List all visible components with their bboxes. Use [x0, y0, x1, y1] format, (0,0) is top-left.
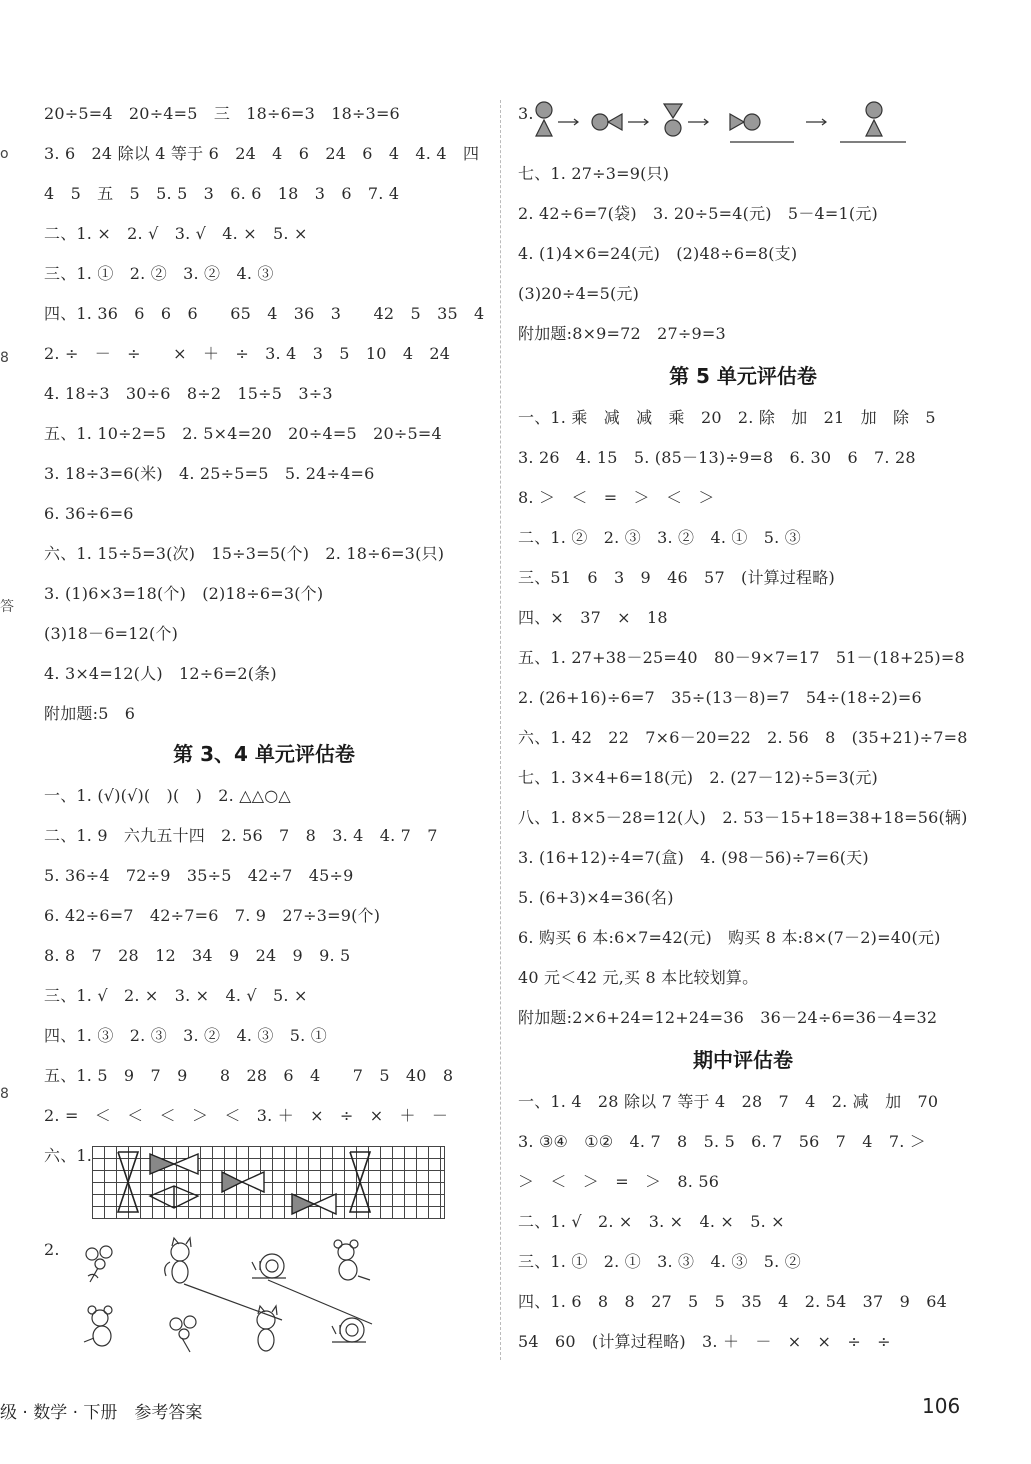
flower-icon	[86, 1246, 112, 1282]
answer-line: 2. 42÷6=7(袋) 3. 20÷5=4(元) 5－4=1(元)	[518, 204, 878, 223]
cat-icon	[165, 1238, 191, 1283]
answer-line: 3. 18÷3=6(米) 4. 25÷5=5 5. 24÷4=6	[44, 464, 375, 483]
answer-line: 五、1. 5 9 7 9 8 28 6 4 7 5 40 8	[44, 1066, 454, 1085]
shape-filled	[222, 1172, 264, 1192]
answer-line: 六、1.	[44, 1146, 93, 1165]
answer-line: 6. 42÷6=7 42÷7=6 7. 9 27÷3=9(个)	[44, 906, 381, 925]
answer-line: 3. (16+12)÷4=7(盒) 4. (98－56)÷7=6(天)	[518, 848, 869, 867]
answer-line: 一、1. (√)(√)( )( ) 2. △△○△	[44, 786, 291, 805]
answer-line: 二、1. ② 2. ③ 3. ② 4. ① 5. ③	[518, 528, 801, 547]
answer-line: 二、1. 9 六九五十四 2. 56 7 8 3. 4 4. 7 7	[44, 826, 438, 845]
answer-line: 4 5 五 5 5. 5 3 6. 6 18 3 6 7. 4	[44, 184, 400, 203]
section-heading: 第 5 单元评估卷	[669, 364, 817, 388]
answer-line: 附加题:8×9=72 27÷9=3	[518, 324, 726, 343]
answer-line: (3)18－6=12(个)	[44, 624, 179, 643]
answer-line: 八、1. 8×5－28=12(人) 2. 53－15+18=38+18=56(辆)	[518, 808, 968, 827]
answer-line: (3)20÷4=5(元)	[518, 284, 640, 303]
answer-line: 四、1. ③ 2. ③ 3. ② 4. ③ 5. ①	[44, 1026, 327, 1045]
answer-line: 三、1. ① 2. ① 3. ③ 4. ③ 5. ②	[518, 1252, 801, 1271]
answer-line: 六、1. 15÷5=3(次) 15÷3=5(个) 2. 18÷6=3(只)	[44, 544, 445, 563]
answer-line: 2. (26+16)÷6=7 35÷(13－8)=7 54÷(18÷2)=6	[518, 688, 922, 707]
answer-line: 5. (6+3)×4=36(名)	[518, 888, 674, 907]
answer-line: 54 60 (计算过程略) 3. ＋ － × × ÷ ÷	[518, 1332, 891, 1351]
answer-line: 四、× 37 × 18	[518, 608, 668, 627]
mouse-icon	[334, 1240, 370, 1280]
answer-line: 七、1. 3×4+6=18(元) 2. (27－12)÷5=3(元)	[518, 768, 878, 787]
margin-mark: 8	[0, 1086, 9, 1102]
answer-line: 6. 购买 6 本:6×7=42(元) 购买 8 本:8×(7－2)=40(元)	[518, 928, 941, 947]
page-number: 106	[922, 1394, 961, 1418]
margin-mark: o	[0, 146, 9, 162]
answer-line: 8. 8 7 28 12 34 9 24 9 9. 5	[44, 946, 351, 965]
shape-outline	[150, 1186, 198, 1208]
answer-line: 2. ÷ － ÷ × ＋ ÷ 3. 4 3 5 10 4 24	[44, 344, 451, 363]
answer-line: 3. (1)6×3=18(个) (2)18÷6=3(个)	[44, 584, 324, 603]
section-heading: 第 3、4 单元评估卷	[173, 742, 355, 766]
answer-line: 附加题:2×6+24=12+24=36 36－24÷6=36－4=32	[518, 1008, 938, 1027]
answer-line: 三、1. ① 2. ② 3. ② 4. ③	[44, 264, 274, 283]
column-divider	[500, 100, 501, 1360]
answer-line: 3. 6 24 除以 4 等于 6 24 4 6 24 6 4 4. 4 四	[44, 144, 480, 163]
answer-line: 4. (1)4×6=24(元) (2)48÷6=8(支)	[518, 244, 798, 263]
answer-line: 六、1. 42 22 7×6－20=22 2. 56 8 (35+21)÷7=8	[518, 728, 968, 747]
margin-mark: 8	[0, 350, 9, 366]
symmetry-grid-figure	[92, 1146, 448, 1220]
footer-book-title: 级 · 数学 · 下册 参考答案	[0, 1403, 203, 1423]
matching-line	[184, 1280, 372, 1324]
matching-figure	[72, 1236, 402, 1356]
snail-icon	[332, 1318, 366, 1342]
answer-line: 五、1. 27+38－25=40 80－9×7=17 51－(18+25)=8	[518, 648, 965, 667]
answer-line: 5. 36÷4 72÷9 35÷5 42÷7 45÷9	[44, 866, 354, 885]
answer-line: 40 元＜42 元,买 8 本比较划算。	[518, 968, 759, 987]
mouse-icon	[84, 1306, 112, 1346]
answer-line: ＞ ＜ ＞ = ＞ 8. 56	[518, 1172, 720, 1191]
pattern-sequence-figure	[534, 100, 914, 146]
answer-line: 二、1. × 2. √ 3. √ 4. × 5. ×	[44, 224, 308, 243]
answer-line: 3. ③④ ①② 4. 7 8 5. 5 6. 7 56 7 4 7. ＞	[518, 1132, 926, 1151]
answer-line: 6. 36÷6=6	[44, 504, 134, 523]
answer-line: 2. = ＜ ＜ ＜ ＞ ＜ 3. ＋ × ÷ × ＋ －	[44, 1106, 449, 1125]
answer-line: 2.	[44, 1240, 60, 1259]
answer-line: 二、1. √ 2. × 3. × 4. × 5. ×	[518, 1212, 785, 1231]
answer-line: 三、1. √ 2. × 3. × 4. √ 5. ×	[44, 986, 308, 1005]
flower-icon	[170, 1316, 196, 1352]
answer-line: 3. 26 4. 15 5. (85－13)÷9=8 6. 30 6 7. 28	[518, 448, 916, 467]
answer-line: 三、51 6 3 9 46 57 (计算过程略)	[518, 568, 835, 587]
answer-line: 8. ＞ ＜ = ＞ ＜ ＞	[518, 488, 715, 507]
answer-line: 七、1. 27÷3=9(只)	[518, 164, 670, 183]
answer-line: 4. 18÷3 30÷6 8÷2 15÷5 3÷3	[44, 384, 333, 403]
answer-line: 四、1. 36 6 6 6 65 4 36 3 42 5 35 4	[44, 304, 485, 323]
answer-line: 附加题:5 6	[44, 704, 136, 723]
answer-line: 3.	[518, 104, 534, 123]
answer-line: 20÷5=4 20÷4=5 三 18÷6=3 18÷3=6	[44, 104, 400, 123]
answer-line: 五、1. 10÷2=5 2. 5×4=20 20÷4=5 20÷5=4	[44, 424, 442, 443]
cat-icon	[257, 1306, 277, 1351]
answer-line: 4. 3×4=12(人) 12÷6=2(条)	[44, 664, 277, 683]
answer-line: 四、1. 6 8 8 27 5 5 35 4 2. 54 37 9 64	[518, 1292, 947, 1311]
section-heading: 期中评估卷	[693, 1048, 793, 1072]
snail-icon	[252, 1254, 286, 1278]
shape-filled	[292, 1194, 336, 1214]
answer-line: 一、1. 乘 减 减 乘 20 2. 除 加 21 加 除 5	[518, 408, 936, 427]
margin-mark: 答	[0, 599, 14, 615]
answer-line: 一、1. 4 28 除以 7 等于 4 28 7 4 2. 减 加 70	[518, 1092, 939, 1111]
